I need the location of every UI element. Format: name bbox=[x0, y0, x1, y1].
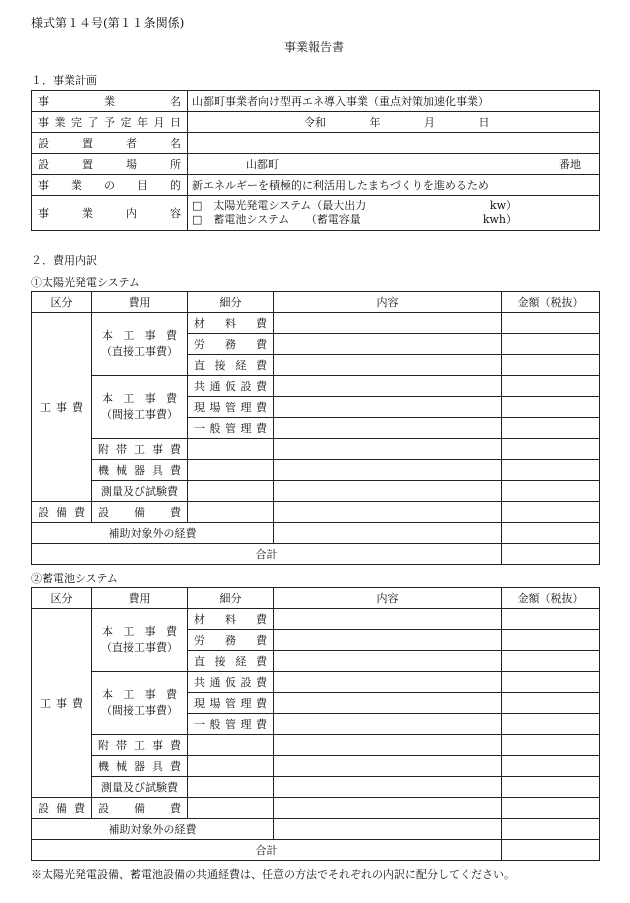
total-label: 合計 bbox=[32, 840, 502, 861]
content-item-label: 蓄電池システム （蓄電容量 bbox=[213, 213, 361, 226]
amount-cell[interactable] bbox=[502, 355, 600, 376]
amount-cell[interactable] bbox=[502, 609, 600, 630]
header-subdivision: 細分 bbox=[188, 292, 274, 313]
group-label: 本工事費 bbox=[102, 329, 177, 342]
amount-cell[interactable] bbox=[502, 777, 600, 798]
content-cell[interactable] bbox=[274, 523, 502, 544]
amount-cell[interactable] bbox=[502, 630, 600, 651]
plan-row-installer bbox=[32, 133, 600, 154]
subdivision-cell[interactable] bbox=[188, 756, 274, 777]
subdivision-label: 一般管理費 bbox=[188, 418, 274, 439]
cost-label: 設備費 bbox=[92, 798, 188, 819]
table-row bbox=[32, 439, 600, 460]
amount-cell[interactable] bbox=[502, 756, 600, 777]
plan-row-date bbox=[32, 112, 600, 133]
content-cell[interactable] bbox=[274, 355, 502, 376]
subdivision-label: 材料費 bbox=[188, 609, 274, 630]
total-row bbox=[32, 544, 600, 565]
group-direct bbox=[92, 609, 188, 672]
subdivision-cell[interactable] bbox=[188, 777, 274, 798]
table-header-row bbox=[32, 588, 600, 609]
section2-heading: ２．費用内訳 bbox=[31, 254, 97, 267]
subdivision-label: 直接経費 bbox=[188, 651, 274, 672]
plan-label: 設置者名 bbox=[32, 133, 188, 154]
category-work: 工事費 bbox=[32, 313, 92, 502]
content-cell[interactable] bbox=[274, 714, 502, 735]
table-row bbox=[32, 376, 600, 397]
plan-value-content[interactable] bbox=[188, 196, 600, 231]
plan-value-location[interactable] bbox=[188, 154, 600, 175]
table-row bbox=[32, 481, 600, 502]
plan-row-location bbox=[32, 154, 600, 175]
subdivision-label: 現場管理費 bbox=[188, 397, 274, 418]
group-sublabel: （間接工事費） bbox=[101, 408, 178, 421]
table-row bbox=[32, 502, 600, 523]
subdivision-cell[interactable] bbox=[188, 439, 274, 460]
subdivision-cell[interactable] bbox=[188, 481, 274, 502]
content-item[interactable] bbox=[192, 213, 595, 227]
table-row bbox=[32, 672, 600, 693]
content-cell[interactable] bbox=[274, 460, 502, 481]
plan-label: 事業の目的 bbox=[32, 175, 188, 196]
group-sublabel: （直接工事費） bbox=[101, 345, 178, 358]
category-work: 工事費 bbox=[32, 609, 92, 798]
category-equipment: 設備費 bbox=[32, 502, 92, 523]
cost-table bbox=[31, 291, 600, 565]
amount-cell[interactable] bbox=[502, 439, 600, 460]
group-label: 本工事費 bbox=[102, 392, 177, 405]
amount-cell[interactable] bbox=[502, 502, 600, 523]
amount-cell[interactable] bbox=[502, 735, 600, 756]
header-category: 区分 bbox=[32, 292, 92, 313]
checkbox-icon[interactable]: □ bbox=[192, 213, 203, 226]
content-cell[interactable] bbox=[274, 376, 502, 397]
table-row bbox=[32, 313, 600, 334]
header-amount: 金額（税抜） bbox=[502, 292, 600, 313]
header-amount: 金額（税抜） bbox=[502, 588, 600, 609]
group-label: 本工事費 bbox=[102, 625, 177, 638]
amount-cell[interactable] bbox=[502, 313, 600, 334]
cost-table-title: ①太陽光発電システム bbox=[31, 276, 140, 289]
group-indirect bbox=[92, 672, 188, 735]
plan-value-name[interactable]: 山都町事業者向け型再エネ導入事業（重点対策加速化事業） bbox=[188, 91, 600, 112]
footnote: ※太陽光発電設備、蓄電池設備の共通経費は、任意の方法でそれぞれの内訳に配分してください。 bbox=[31, 868, 515, 881]
total-amount-cell[interactable] bbox=[502, 840, 600, 861]
amount-cell[interactable] bbox=[502, 334, 600, 355]
amount-cell[interactable] bbox=[502, 798, 600, 819]
subdivision-label: 労務費 bbox=[188, 630, 274, 651]
content-item[interactable] bbox=[192, 199, 595, 213]
group-sublabel: （間接工事費） bbox=[101, 704, 178, 717]
subdivision-cell[interactable] bbox=[188, 460, 274, 481]
content-cell[interactable] bbox=[274, 777, 502, 798]
content-cell[interactable] bbox=[274, 756, 502, 777]
plan-label: 事業内容 bbox=[32, 196, 188, 231]
group-direct bbox=[92, 313, 188, 376]
table-row bbox=[32, 609, 600, 630]
content-cell[interactable] bbox=[274, 313, 502, 334]
subdivision-label: 共通仮設費 bbox=[188, 376, 274, 397]
header-cost: 費用 bbox=[92, 292, 188, 313]
content-cell[interactable] bbox=[274, 693, 502, 714]
amount-cell[interactable] bbox=[502, 651, 600, 672]
amount-cell[interactable] bbox=[502, 672, 600, 693]
subdivision-label: 一般管理費 bbox=[188, 714, 274, 735]
amount-cell[interactable] bbox=[502, 460, 600, 481]
year-label: 年 bbox=[369, 116, 381, 129]
group-sublabel: （直接工事費） bbox=[101, 641, 178, 654]
table-row bbox=[32, 460, 600, 481]
table-row bbox=[32, 735, 600, 756]
content-cell[interactable] bbox=[274, 651, 502, 672]
amount-cell[interactable] bbox=[502, 819, 600, 840]
amount-cell[interactable] bbox=[502, 397, 600, 418]
group-label: 本工事費 bbox=[102, 688, 177, 701]
table-row bbox=[32, 798, 600, 819]
content-item-unit: kw） bbox=[489, 199, 517, 212]
table-header-row bbox=[32, 292, 600, 313]
content-cell[interactable] bbox=[274, 418, 502, 439]
subdivision-label: 現場管理費 bbox=[188, 693, 274, 714]
subdivision-cell[interactable] bbox=[188, 798, 274, 819]
amount-cell[interactable] bbox=[502, 714, 600, 735]
cost-label: 機械器具費 bbox=[92, 460, 188, 481]
category-equipment: 設備費 bbox=[32, 798, 92, 819]
cost-label: 測量及び試験費 bbox=[92, 481, 188, 502]
table-row bbox=[32, 523, 600, 544]
header-content: 内容 bbox=[274, 292, 502, 313]
plan-value-installer[interactable] bbox=[188, 133, 600, 154]
subdivision-label: 労務費 bbox=[188, 334, 274, 355]
header-category: 区分 bbox=[32, 588, 92, 609]
plan-label: 事業名 bbox=[32, 91, 188, 112]
total-row bbox=[32, 840, 600, 861]
content-cell[interactable] bbox=[274, 798, 502, 819]
header-cost: 費用 bbox=[92, 588, 188, 609]
content-cell[interactable] bbox=[274, 735, 502, 756]
table-row bbox=[32, 819, 600, 840]
plan-value-date[interactable] bbox=[188, 112, 600, 133]
plan-row-name bbox=[32, 91, 600, 112]
group-indirect bbox=[92, 376, 188, 439]
month-label: 月 bbox=[424, 116, 435, 129]
amount-cell[interactable] bbox=[502, 481, 600, 502]
form-id: 様式第１４号(第１１条関係) bbox=[31, 16, 185, 30]
table-row bbox=[32, 777, 600, 798]
content-cell[interactable] bbox=[274, 672, 502, 693]
content-item-unit: kwh） bbox=[482, 213, 517, 226]
town-label: 山都町 bbox=[246, 158, 279, 171]
subdivision-label: 材料費 bbox=[188, 313, 274, 334]
plan-row-content bbox=[32, 196, 600, 231]
plan-table bbox=[31, 90, 600, 231]
section1-heading: １．事業計画 bbox=[31, 74, 97, 87]
plan-label: 設置場所 bbox=[32, 154, 188, 175]
content-cell[interactable] bbox=[274, 481, 502, 502]
era-label: 令和 bbox=[304, 116, 326, 129]
content-cell[interactable] bbox=[274, 397, 502, 418]
subdivision-label: 直接経費 bbox=[188, 355, 274, 376]
cost-label: 設備費 bbox=[92, 502, 188, 523]
amount-cell[interactable] bbox=[502, 418, 600, 439]
header-subdivision: 細分 bbox=[188, 588, 274, 609]
content-cell[interactable] bbox=[274, 439, 502, 460]
content-cell[interactable] bbox=[274, 819, 502, 840]
cost-table-title: ②蓄電池システム bbox=[31, 572, 118, 585]
subdivision-cell[interactable] bbox=[188, 502, 274, 523]
non-subsidy-label: 補助対象外の経費 bbox=[32, 523, 274, 544]
cost-label: 機械器具費 bbox=[92, 756, 188, 777]
content-cell[interactable] bbox=[274, 334, 502, 355]
content-item-label: 太陽光発電システム（最大出力 bbox=[213, 199, 367, 212]
cost-label: 附帯工事費 bbox=[92, 735, 188, 756]
subdivision-cell[interactable] bbox=[188, 735, 274, 756]
non-subsidy-label: 補助対象外の経費 bbox=[32, 819, 274, 840]
cost-label: 附帯工事費 bbox=[92, 439, 188, 460]
plan-row-purpose bbox=[32, 175, 600, 196]
plan-value-purpose[interactable]: 新エネルギーを積極的に利活用したまちづくりを進めるため bbox=[188, 175, 600, 196]
subdivision-label: 共通仮設費 bbox=[188, 672, 274, 693]
content-cell[interactable] bbox=[274, 609, 502, 630]
header-content: 内容 bbox=[274, 588, 502, 609]
cost-label: 測量及び試験費 bbox=[92, 777, 188, 798]
amount-cell[interactable] bbox=[502, 693, 600, 714]
cost-table bbox=[31, 587, 600, 861]
amount-cell[interactable] bbox=[502, 523, 600, 544]
lot-label: 番地 bbox=[559, 158, 581, 171]
amount-cell[interactable] bbox=[502, 376, 600, 397]
content-cell[interactable] bbox=[274, 630, 502, 651]
total-label: 合計 bbox=[32, 544, 502, 565]
checkbox-icon[interactable]: □ bbox=[192, 199, 203, 212]
plan-label: 事業完了予定年月日 bbox=[32, 112, 188, 133]
page-title: 事業報告書 bbox=[284, 40, 345, 54]
table-row bbox=[32, 756, 600, 777]
total-amount-cell[interactable] bbox=[502, 544, 600, 565]
content-cell[interactable] bbox=[274, 502, 502, 523]
day-label: 日 bbox=[478, 116, 490, 129]
